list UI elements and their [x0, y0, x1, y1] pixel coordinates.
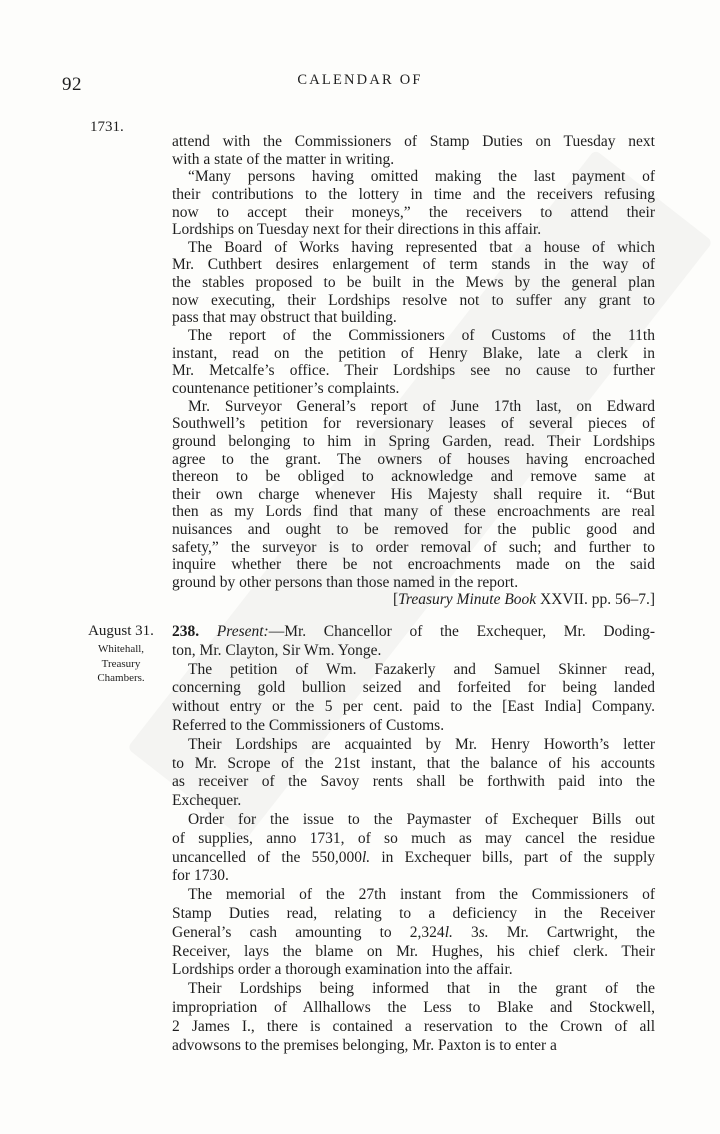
place-line: Chambers. — [97, 672, 145, 684]
text-line: Southwell’s petition for reversionary leases of several pieces of — [172, 415, 655, 433]
text-run: 3 — [452, 923, 479, 941]
text-line: with a state of the matter in writing. — [172, 150, 395, 168]
text-run — [199, 623, 217, 640]
paragraph — [172, 980, 655, 1055]
entry-238-text — [172, 623, 655, 1055]
text-line: The petition of Wm. Fazakerly and Samuel Skinner read, — [188, 660, 655, 678]
text-line: countenance petitioner’s complaints. — [172, 379, 400, 397]
running-title: CALENDAR OF — [297, 72, 423, 88]
place-line: Treasury — [101, 657, 141, 670]
text-run: uncancelled of the 550,000 — [172, 848, 362, 866]
text-line: The memorial of the 27th instant from the Commissioners of — [188, 886, 655, 904]
text-line: their contributions to the lottery in time and the receivers refusing — [172, 185, 655, 203]
paragraph — [172, 811, 655, 886]
text-line: Receiver, lays the blame on Mr. Hughes, his chief clerk. Their — [172, 942, 655, 960]
text-line: without entry or the 5 per cent. paid to the [East India] Company. — [172, 698, 655, 716]
text-line — [172, 623, 655, 642]
text-line: Lordships order a thorough examination into the affair. — [172, 961, 513, 979]
citation-reference: XXVII. pp. 56–7.] — [536, 591, 655, 608]
text-line: advowsons to the premises belonging, Mr. Paxton is to enter a — [172, 1036, 557, 1054]
text-line: Order for the issue to the Paymaster of Exchequer Bills out — [188, 810, 655, 828]
paragraph — [172, 133, 655, 168]
text-run: l. — [444, 923, 453, 941]
text-line: Lordships on Tuesday next for their directions in this affair. — [172, 221, 542, 239]
text-line: The Board of Works having represented tbat a house of which — [188, 238, 655, 256]
text-line: Stamp Duties read, relating to a deficiency in the Receiver — [172, 904, 655, 922]
text-line: attend with the Commissioners of Stamp Duties on Tuesday next — [172, 133, 655, 150]
paragraph — [172, 239, 655, 327]
text-line: for 1730. — [172, 867, 229, 885]
text-line: 2 James I., there is contained a reservation to the Crown of all — [172, 1017, 655, 1035]
text-run: Mr. Cartwright, the — [488, 923, 656, 941]
text-line: impropriation of Allhallows the Less to Blake and Stockwell, — [172, 998, 655, 1016]
text-run: l. — [361, 848, 371, 866]
text-run: Present: — [216, 623, 269, 640]
text-line: Mr. Cuthbert desires enlargement of term stands in the way of — [172, 256, 655, 274]
text-line: as receiver of the Savoy rents shall be forthwith paid into the — [172, 773, 655, 791]
paragraph — [172, 623, 655, 661]
text-line: Their Lordships are acquainted by Mr. Henry Howorth’s letter — [188, 735, 655, 753]
text-line: pass that may obstruct that building. — [172, 309, 397, 327]
text-run: 238. — [172, 623, 200, 640]
text-line: agree to the grant. The owners of houses having encroached — [172, 450, 655, 468]
text-line: The report of the Commissioners of Customs of the 11th — [188, 327, 655, 345]
text-line: Their Lordships being informed that in the grant of the — [188, 980, 655, 998]
text-line: inquire whether there be not encroachments made on the said — [172, 556, 655, 574]
text-line: the stables proposed to be built in the Mews by the general plan — [172, 274, 655, 292]
text-line: to Mr. Scrope of the 21st instant, that the balance of his accounts — [172, 754, 655, 772]
paragraph — [172, 168, 655, 239]
text-line: “Many persons having omitted making the last payment of — [188, 168, 655, 186]
text-line: safety,” the surveyor is to order removal of such; and further to — [172, 538, 655, 556]
text-line: nuisances and ought to be removed for the public good and — [172, 521, 655, 539]
citation-open: [ — [392, 591, 399, 608]
paragraph — [172, 661, 655, 736]
entry-place — [82, 642, 160, 686]
text-run: s. — [478, 923, 489, 941]
text-line — [172, 849, 655, 868]
paragraph — [172, 736, 655, 811]
text-line: ground by other persons than those named in the report. — [172, 574, 519, 592]
text-line: ground belonging to him in Spring Garden, read. Their Lordships — [172, 432, 655, 450]
text-line: Mr. Surveyor General’s report of June 17th last, on Edward — [188, 397, 655, 415]
text-line: Mr. Metcalfe’s office. Their Lordships see no cause to further — [172, 362, 655, 380]
text-line — [172, 924, 655, 943]
text-line: thereon to be obliged to acknowledge and remove same at — [172, 468, 655, 486]
citation-book: Treasury Minute Book — [398, 591, 537, 608]
text-line: concerning gold bullion seized and forfeited for being landed — [172, 679, 655, 697]
text-line: ton, Mr. Clayton, Sir Wm. Yonge. — [172, 641, 382, 659]
text-line: their own charge whenever His Majesty shall require it. “But — [172, 485, 655, 503]
paragraph — [172, 886, 655, 980]
text-line: Referred to the Commissioners of Customs. — [172, 716, 445, 734]
text-line: then as my Lords find that many of these encroachments are real — [172, 503, 655, 521]
entry-date: August 31. — [88, 623, 154, 639]
text-run: in Exchequer bills, part of the supply — [370, 848, 655, 866]
year-margin-note: 1731. — [90, 119, 124, 135]
text-line: Exchequer. — [172, 792, 242, 810]
paragraph — [172, 398, 655, 592]
place-line: Whitehall, — [97, 643, 145, 655]
paragraph — [172, 327, 655, 398]
citation — [393, 591, 655, 609]
text-run: —Mr. Chancellor of the Exchequer, Mr. Doding- — [268, 623, 655, 640]
text-run: General’s cash amounting to 2,324 — [172, 923, 445, 941]
text-line: now executing, their Lordships resolve not to suffer any grant to — [172, 291, 655, 309]
text-line: now to accept their moneys,” the receivers to attend their — [172, 203, 655, 221]
page-number: 92 — [62, 74, 82, 95]
text-line: of supplies, anno 1731, of so much as may cancel the residue — [172, 829, 655, 847]
text-line: instant, read on the petition of Henry Blake, late a clerk in — [172, 344, 655, 362]
entry-1731-text — [172, 133, 655, 592]
